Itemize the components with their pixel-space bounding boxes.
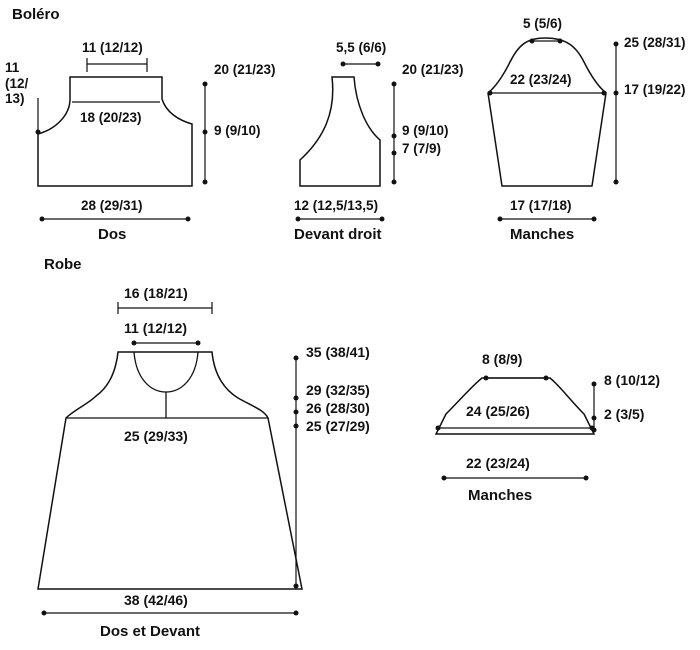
robe-manches-top-label: 8 (8/9): [482, 351, 523, 367]
bolero-devant-shape: [300, 77, 380, 186]
robe-dos-devant-neck-label: 11 (12/12): [124, 320, 188, 336]
bolero-manches-bottom-label: 17 (17/18): [510, 198, 572, 213]
bolero-dos-width-label: 28 (29/31): [81, 198, 143, 213]
robe-dos-devant-bottom-label: 38 (42/46): [124, 592, 188, 608]
bolero-devant-lower-label: 7 (7/9): [402, 141, 442, 156]
robe-dos-devant-caption: Dos et Devant: [100, 623, 201, 640]
bolero-devant-caption: Devant droit: [294, 226, 382, 243]
robe-title: Robe: [44, 256, 82, 273]
bolero-dos-shape: [38, 77, 192, 186]
bolero-dos-neck-label: 11 (12/12): [82, 40, 143, 55]
bolero-devant-width-label: 12 (12,5/13,5): [294, 198, 379, 213]
bolero-devant-height-label: 20 (21/23): [402, 62, 464, 77]
bolero-dos-shoulder-label: 11 (12/ 13): [5, 60, 29, 107]
robe-dos-devant-h1-label: 35 (38/41): [306, 344, 370, 360]
bolero-manches-caption: Manches: [510, 226, 575, 243]
robe-manches-caption: Manches: [468, 487, 533, 504]
robe-dos-devant-mid-label: 25 (29/33): [124, 428, 188, 444]
robe-manches-height-label: 8 (10/12): [604, 372, 661, 388]
bolero-dos-mid-label: 18 (20/23): [80, 110, 142, 125]
robe-dos-devant-h2-label: 29 (32/35): [306, 382, 370, 398]
robe-manches-width-label: 24 (25/26): [466, 403, 530, 419]
bolero-dos-armhole-label: 9 (9/10): [214, 123, 261, 138]
bolero-manches-shape: [488, 38, 606, 186]
bolero-manches-height-label: 25 (28/31): [624, 35, 686, 50]
robe-dos-devant-top-label: 16 (18/21): [124, 285, 188, 301]
bolero-devant-top-label: 5,5 (6/6): [336, 40, 387, 55]
robe-dos-devant-h3-label: 26 (28/30): [306, 400, 370, 416]
bolero-dos-height-label: 20 (21/23): [214, 62, 276, 77]
robe-dos-devant-shape: [38, 352, 302, 589]
bolero-manches-width-label: 22 (23/24): [510, 72, 572, 87]
robe-manches-bottom-label: 22 (23/24): [466, 455, 530, 471]
bolero-devant-armhole-label: 9 (9/10): [402, 123, 449, 138]
robe-manches-side-label: 2 (3/5): [604, 406, 645, 422]
robe-dos-devant-h4-label: 25 (27/29): [306, 418, 370, 434]
bolero-title: Boléro: [12, 6, 60, 23]
bolero-dos-caption: Dos: [98, 226, 127, 243]
bolero-manches-side-label: 17 (19/22): [624, 82, 686, 97]
bolero-manches-top-label: 5 (5/6): [523, 16, 563, 31]
